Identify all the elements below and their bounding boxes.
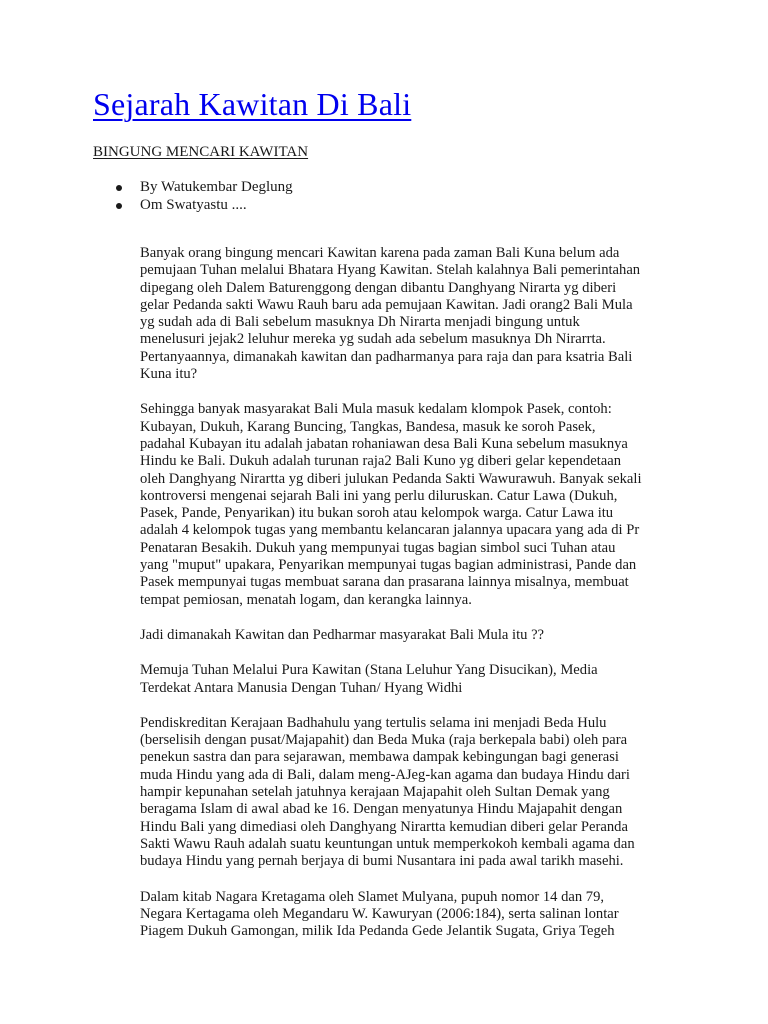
paragraph-line: Pertanyaannya, dimanakah kawitan dan padharmanya para raja dan para ksatria Bali bbox=[140, 348, 633, 365]
paragraph-line: budaya Hindu yang pernah berjaya di bumi Nusantara ini pada awal tarikh masehi. bbox=[140, 853, 624, 870]
paragraph-line: Pasek mempunyai tugas membuat sarana dan prasarana lainnya misalnya, membuat bbox=[140, 574, 629, 591]
bullet-item-author bbox=[93, 178, 293, 196]
paragraph bbox=[140, 627, 730, 644]
section-heading: BINGUNG MENCARI KAWITAN bbox=[93, 144, 309, 160]
paragraph bbox=[140, 401, 730, 609]
paragraph-line: padahal Kubayan itu adalah jabatan rohaniawan desa Bali Kuna sebelum masuknya bbox=[140, 435, 628, 452]
paragraph-line: kontroversi mengenai sejarah Bali ini yang perlu diluruskan. Catur Lawa (Dukuh, bbox=[140, 487, 618, 504]
paragraph-line: yang "muput" upakara, Penyarikan mempunyai tugas bagian administrasi, Pande dan bbox=[140, 557, 637, 574]
paragraph-line: Hindu ke Bali. Dukuh adalah turunan raja2 Bali Kuno yg diberi gelar kependetaan bbox=[140, 453, 622, 470]
paragraph-line: penekun sastra dan para sejarawan, membawa dampak kebingungan bagi generasi bbox=[140, 749, 619, 766]
paragraph bbox=[140, 715, 730, 871]
paragraph-line: hampir kepunahan setelah jatuhnya kerajaan Majapahit oleh Sultan Demak yang bbox=[140, 784, 610, 801]
paragraph-line: Pendiskreditan Kerajaan Badhahulu yang tertulis selama ini menjadi Beda Hulu bbox=[140, 714, 607, 731]
paragraph-line: gelar Pedanda sakti Wawu Rauh baru ada pemujaan Kawitan. Jadi orang2 Bali Mula bbox=[140, 296, 633, 313]
paragraph-line: menelusuri jejak2 leluhur mereka yg sudah ada sebelum masuknya Dh Nirarrta. bbox=[140, 331, 606, 348]
paragraph-line: pemujaan Tuhan melalui Bhatara Hyang Kawitan. Stelah kalahnya Bali pemerintahan bbox=[140, 262, 641, 279]
paragraph-line: dipegang oleh Dalem Baturenggong dengan dibantu Danghyang Nirarta yg diberi bbox=[140, 279, 617, 296]
paragraph-line: Negara Kertagama oleh Megandaru W. Kawuryan (2006:184), serta salinan lontar bbox=[140, 905, 619, 922]
paragraph-line: tempat pemiosan, menatah logam, dan kerangka lainnya. bbox=[140, 591, 472, 608]
paragraph bbox=[140, 245, 730, 383]
paragraph-line: Penataran Besakih. Dukuh yang mempunyai tugas bagian simbol suci Tuhan atau bbox=[140, 539, 616, 556]
paragraph-line: oleh Danghyang Nirartta yg diberi julukan Pedanda Sakti Wawurawuh. Banyak sekali bbox=[140, 470, 642, 487]
paragraph bbox=[140, 889, 730, 941]
paragraph-line: Sakti Wawu Rauh adalah suatu keuntungan untuk memperkokoh kembali agama dan bbox=[140, 835, 635, 852]
bullet-text: Om Swatyastu .... bbox=[140, 197, 247, 213]
paragraph-line: Hindu Bali yang dimediasi oleh Danghyang Nirartta kemudian diberi gelar Peranda bbox=[140, 818, 628, 835]
bullet-item-greeting bbox=[93, 196, 293, 214]
paragraph-line: Kuna itu? bbox=[140, 366, 198, 383]
bullet-dot-icon bbox=[116, 185, 122, 191]
bullet-dot-icon bbox=[116, 203, 122, 209]
paragraph-line: Memuja Tuhan Melalui Pura Kawitan (Stana Leluhur Yang Disucikan), Media bbox=[140, 662, 598, 679]
paragraph-line: Kubayan, Dukuh, Karang Buncing, Tangkas, Bandesa, masuk ke soroh Pasek, bbox=[140, 418, 596, 435]
paragraph-line: Banyak orang bingung mencari Kawitan karena pada zaman Bali Kuna belum ada bbox=[140, 245, 620, 261]
paragraph-line: Sehingga banyak masyarakat Bali Mula masuk kedalam klompok Pasek, contoh: bbox=[140, 401, 612, 418]
bullet-text: By Watukembar Deglung bbox=[140, 179, 293, 195]
paragraph-line: Pasek, Pande, Penyarikan) itu bukan soroh atau kelompok warga. Catur Lawa itu bbox=[140, 505, 614, 522]
paragraph bbox=[140, 662, 730, 697]
article-body bbox=[140, 245, 730, 958]
paragraph-line: (berselisih dengan pusat/Majapahit) dan Beda Muka (raja berkepala babi) oleh para bbox=[140, 732, 628, 749]
paragraph-line: adalah 4 kelompok tugas yang membantu kelancaran jalannya upacara yang ada di Pr bbox=[140, 522, 640, 539]
bullet-list bbox=[93, 178, 293, 214]
page-title[interactable]: Sejarah Kawitan Di Bali bbox=[93, 86, 412, 122]
paragraph-line: muda Hindu yang ada di Bali, dalam meng-AJeg-kan agama dan budaya Hindu dari bbox=[140, 766, 630, 783]
paragraph-line: beragama Islam di awal abad ke 16. Dengan menyatunya Hindu Majapahit dengan bbox=[140, 801, 623, 818]
paragraph-line: Jadi dimanakah Kawitan dan Pedharmar masyarakat Bali Mula itu ?? bbox=[140, 626, 545, 643]
paragraph-line: Terdekat Antara Manusia Dengan Tuhan/ Hyang Widhi bbox=[140, 679, 463, 696]
paragraph-line: yg sudah ada di Bali sebelum masuknya Dh Nirarta menjadi bingung untuk bbox=[140, 314, 580, 331]
paragraph-line: Piagem Dukuh Gamongan, milik Ida Pedanda Gede Jelantik Sugata, Griya Tegeh bbox=[140, 923, 615, 940]
paragraph-line: Dalam kitab Nagara Kretagama oleh Slamet Mulyana, pupuh nomor 14 dan 79, bbox=[140, 888, 605, 905]
